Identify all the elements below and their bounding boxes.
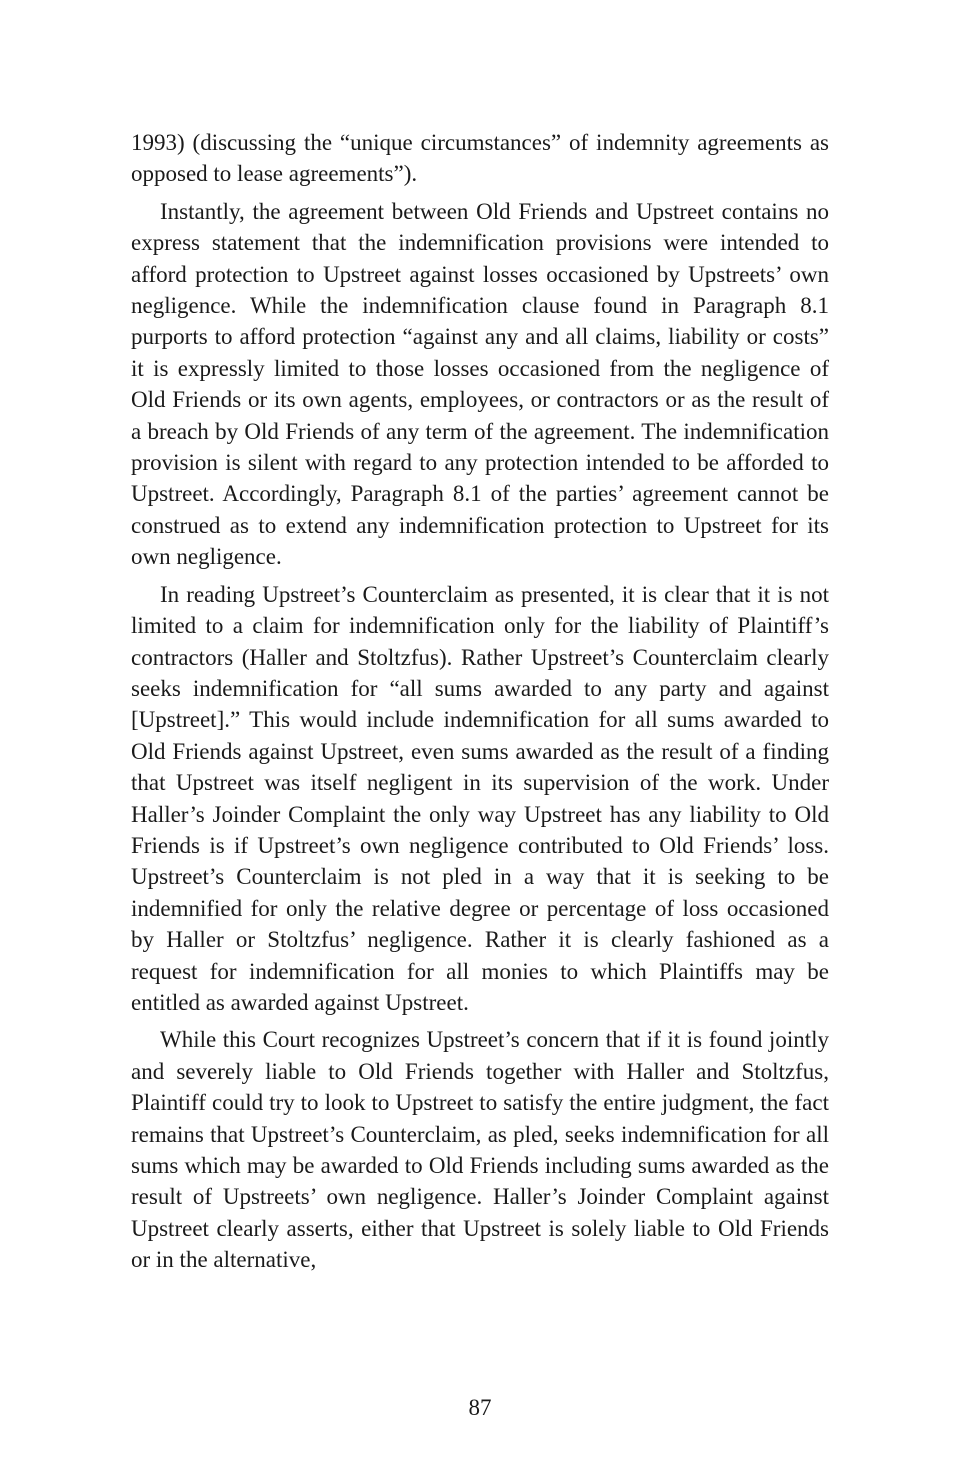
paragraph-continuation: 1993) (discussing the “unique circumstances” of indemnity agreements as opposed to lease agreements”). xyxy=(131,130,829,187)
paragraph-court-recognition: While this Court recognizes Upstreet’s concern that if it is found jointly and severely liable to Old Friends together with Haller and Stoltzfus, Plaintiff could try to look to Upstreet to satisfy the entire judgment, the fact remains that Upstreet’s Counterclaim, as pled, seeks indemnification for all sums which may be awarded to Old Friends including sums awarded as the result of Upstreets’ own negligence. Haller’s Joinder Complaint against Upstreet clearly asserts, either that Upstreet is solely liable to Old Friends or in the alternative, xyxy=(131,1027,829,1273)
page-number: 87 xyxy=(468,1395,492,1420)
paragraph-indemnification-clause: Instantly, the agreement between Old Friends and Upstreet contains no express statement that the indemnification provisions were intended to afford protection to Upstreet against losses occasioned by Upstreets’ own negligence. While the indemnification clause found in Paragraph 8.1 purports to afford protection “against any and all claims, liability or costs” it is expressly limited to those losses occasioned from the negligence of Old Friends or its own agents, employees, or contractors or as the result of a breach by Old Friends of any term of the agreement. The indemnification provision is silent with regard to any protection intended to be afforded to Upstreet. Accordingly, Paragraph 8.1 of the parties’ agreement cannot be construed as to extend any indemnification protection to Upstreet for its own negligence. xyxy=(131,198,829,570)
paragraph-counterclaim-analysis: In reading Upstreet’s Counterclaim as presented, it is clear that it is not limited to a claim for indemnification only for the liability of Plaintiff’s contractors (Haller and Stoltzfus). Rather Upstreet’s Counterclaim clearly seeks indemnification for “all sums awarded to any party and against [Upstreet].” This would include indemnification for all sums awarded to Old Friends against Upstreet, even sums awarded as the result of a finding that Upstreet was itself negligent in its supervision of the work. Under Haller’s Joinder Complaint the only way Upstreet has any liability to Old Friends is if Upstreet’s own negligence contributed to Old Friends’ loss. Upstreet’s Counterclaim is not pled in a way that it is seeking to be indemnified for only the relative degree or percentage of loss occasioned by Haller or Stoltzfus’ negligence. Rather it is clearly fashioned as a request for indemnification for all monies to which Plaintiffs may be entitled as awarded against Upstreet. xyxy=(131,581,829,1015)
document-body xyxy=(131,127,829,1282)
